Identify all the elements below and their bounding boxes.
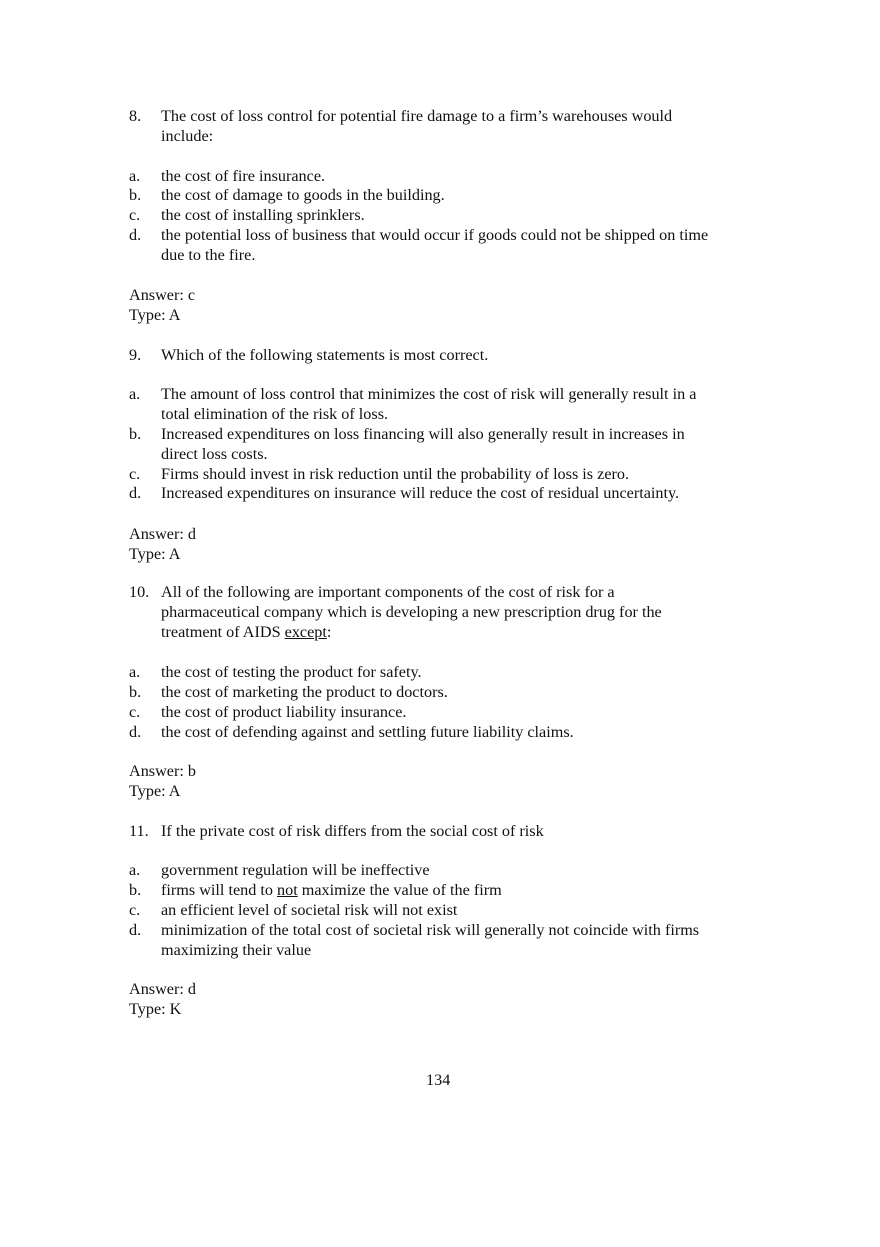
option-text: the potential loss of business that would occur if goods could not be shipped on time: [161, 226, 709, 244]
option-text: government regulation will be ineffective: [161, 861, 430, 879]
option-letter: b.: [129, 186, 142, 204]
question-stem-line: If the private cost of risk differs from the social cost of risk: [161, 822, 544, 840]
option-letter: c.: [129, 206, 141, 224]
option-text: due to the fire.: [161, 246, 256, 264]
question-type: Type: K: [129, 1000, 182, 1018]
page-number: 134: [426, 1071, 451, 1089]
answer-key: Answer: d: [129, 980, 196, 998]
option-text: [161, 880, 502, 900]
option-letter: d.: [129, 484, 142, 502]
question-number: 8.: [129, 107, 142, 125]
answer-key: Answer: c: [129, 286, 196, 304]
question-stem-line: [161, 622, 331, 642]
option-letter: d.: [129, 226, 142, 244]
option-letter: b.: [129, 425, 142, 443]
option-text: the cost of damage to goods in the building.: [161, 186, 445, 204]
option-text: Firms should invest in risk reduction until the probability of loss is zero.: [161, 465, 630, 483]
question-stem-line: Which of the following statements is most correct.: [161, 346, 489, 364]
option-letter: a.: [129, 861, 141, 879]
option-text: The amount of loss control that minimizes the cost of risk will generally result in a: [161, 385, 697, 403]
option-text: the cost of defending against and settling future liability claims.: [161, 723, 574, 741]
answer-key: Answer: b: [129, 762, 196, 780]
option-letter: d.: [129, 921, 142, 939]
underlined-word: not: [277, 881, 298, 899]
option-text: the cost of fire insurance.: [161, 167, 326, 185]
question-number: 9.: [129, 346, 142, 364]
option-letter: a.: [129, 663, 141, 681]
option-text: an efficient level of societal risk will not exist: [161, 901, 458, 919]
option-text-part: firms will tend to: [161, 881, 277, 899]
question-type: Type: A: [129, 782, 181, 800]
question-stem-line: include:: [161, 127, 214, 145]
option-text: the cost of installing sprinklers.: [161, 206, 365, 224]
question-stem-line: All of the following are important components of the cost of risk for a: [161, 583, 615, 601]
question-stem-line: pharmaceutical company which is developing a new prescription drug for the: [161, 603, 662, 621]
option-letter: c.: [129, 703, 141, 721]
stem-text: treatment of AIDS: [161, 623, 285, 641]
option-letter: b.: [129, 683, 142, 701]
question-number: 11.: [129, 822, 149, 840]
answer-key: Answer: d: [129, 525, 196, 543]
option-text: minimization of the total cost of societal risk will generally not coincide with firms: [161, 921, 700, 939]
option-letter: c.: [129, 901, 141, 919]
option-text: the cost of testing the product for safety.: [161, 663, 422, 681]
option-text-part: maximize the value of the firm: [297, 881, 502, 899]
option-text: Increased expenditures on insurance will reduce the cost of residual uncertainty.: [161, 484, 680, 502]
option-letter: a.: [129, 167, 141, 185]
option-letter: c.: [129, 465, 141, 483]
stem-text: :: [326, 623, 332, 641]
option-text: Increased expenditures on loss financing will also generally result in increases in: [161, 425, 685, 443]
question-type: Type: A: [129, 306, 181, 324]
question-number: 10.: [129, 583, 150, 601]
option-text: maximizing their value: [161, 941, 312, 959]
option-letter: a.: [129, 385, 141, 403]
underlined-word: except: [284, 623, 327, 641]
question-stem-line: The cost of loss control for potential fire damage to a firm’s warehouses would: [161, 107, 673, 125]
option-text: the cost of product liability insurance.: [161, 703, 407, 721]
option-text: the cost of marketing the product to doctors.: [161, 683, 448, 701]
question-type: Type: A: [129, 545, 181, 563]
option-text: direct loss costs.: [161, 445, 268, 463]
option-text: total elimination of the risk of loss.: [161, 405, 389, 423]
option-letter: d.: [129, 723, 142, 741]
option-letter: b.: [129, 881, 142, 899]
